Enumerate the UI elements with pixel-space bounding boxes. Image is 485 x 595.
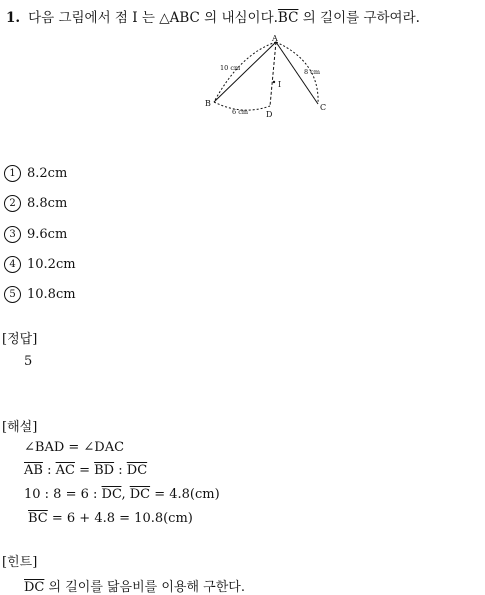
option-text: 9.6cm xyxy=(27,227,68,242)
option-text: 8.8cm xyxy=(27,196,68,211)
question-text: 다음 그림에서 점 I 는 △ABC 의 내심이다. xyxy=(28,10,278,26)
triangle-figure xyxy=(200,32,340,122)
solution-line-1: ∠BAD = ∠DAC xyxy=(24,440,125,455)
option-marker: 1 xyxy=(4,165,21,182)
option-text: 10.2cm xyxy=(27,257,76,272)
option-1[interactable] xyxy=(4,165,67,182)
answer-heading: [정답] xyxy=(2,332,38,347)
label-c: C xyxy=(320,103,327,112)
question xyxy=(6,6,420,26)
incenter-point xyxy=(273,81,275,83)
option-marker: 5 xyxy=(4,286,21,303)
segment-bc: $\overline{BC}$ xyxy=(277,10,299,26)
hint-text: $\overline{DC}$ 의 길이를 닮음비를 이용해 구한다. xyxy=(24,580,245,595)
solution-line-2: $\overline{AB}$ : $\overline{AC} = \overline{BD}$ : $\overline{DC}$ xyxy=(24,463,148,478)
option-3[interactable] xyxy=(4,226,67,243)
option-text: 10.8cm xyxy=(27,287,76,302)
solution-line-4: $\overline{BC} = 6 + 4.8 = 10.8(cm)$ xyxy=(28,511,193,526)
label-i: I xyxy=(278,80,282,89)
label-a: A xyxy=(272,34,278,43)
bisector-ad xyxy=(270,42,276,106)
label-d: D xyxy=(266,110,273,119)
option-4[interactable] xyxy=(4,256,76,273)
option-marker: 4 xyxy=(4,256,21,273)
label-ac-length: 8 cm xyxy=(304,68,321,76)
solution-line-3: 10 : 8 = 6 : $\overline{DC}$, $\overline{DC} = 4.8(cm)$ xyxy=(24,487,220,502)
option-marker: 2 xyxy=(4,195,21,212)
hint-heading: [힌트] xyxy=(2,555,38,570)
question-text-end: 의 길이를 구하여라. xyxy=(298,10,420,26)
label-ab-length: 10 cm xyxy=(220,64,241,72)
option-5[interactable] xyxy=(4,286,76,303)
side-ab xyxy=(214,42,276,102)
option-marker: 3 xyxy=(4,226,21,243)
label-bd-length: 6 cm xyxy=(232,108,249,116)
solution-heading: [해설] xyxy=(2,420,38,435)
option-text: 8.2cm xyxy=(27,166,68,181)
question-number: 1. xyxy=(6,10,21,26)
label-b: B xyxy=(205,99,211,108)
answer-value: 5 xyxy=(24,354,33,369)
option-2[interactable] xyxy=(4,195,67,212)
